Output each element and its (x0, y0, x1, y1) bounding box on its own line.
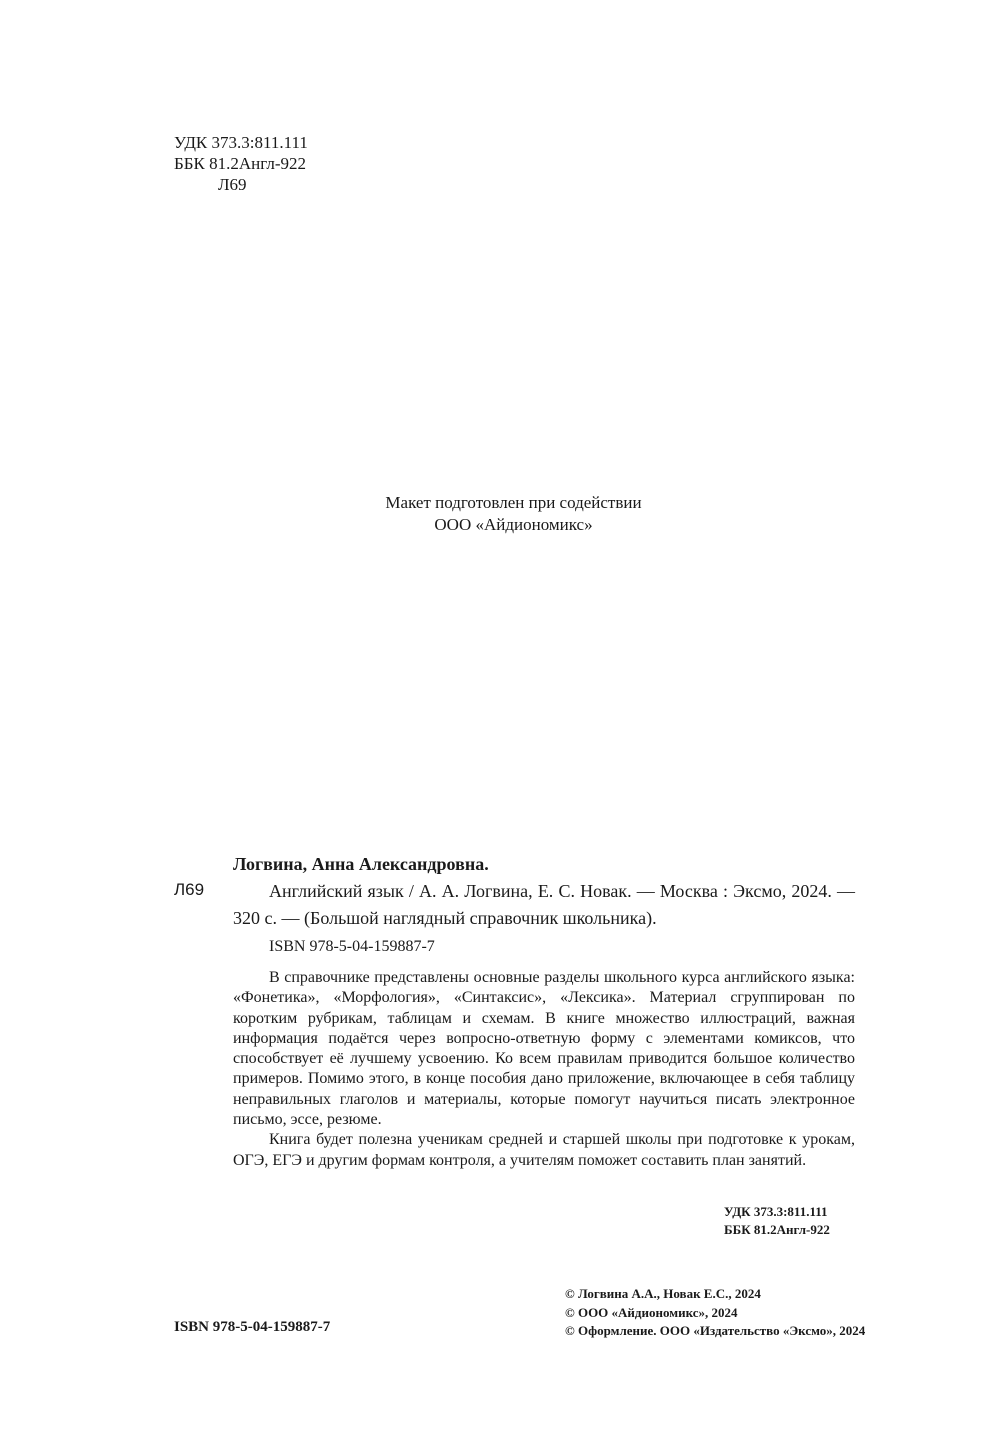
copyright-line: © Логвина А.А., Новак Е.С., 2024 (565, 1286, 761, 1301)
bibliographic-citation: Английский язык / А. А. Логвина, Е. С. Новак. — Москва : Эксмо, 2024. — 320 с. — (Большой наглядный справочник школьника). (233, 881, 855, 928)
credit-line-1: Макет подготовлен при содействии (385, 493, 642, 512)
credit-line-2: ООО «Айдиономикс» (434, 515, 593, 534)
layout-credit (300, 492, 727, 536)
isbn-bottom: ISBN 978-5-04-159887-7 (174, 1319, 331, 1335)
annotation-paragraph-1: В справочнике представлены основные разделы школьного курса английского языка: «Фонетика», «Морфология», «Синтаксис», «Лексика». Материал сгруппирован по коротким рубрикам, таблицам и схемам. В книге множество иллюстраций, важная информация подаётся через вопросно-ответную форму с элементами комиксов, что способствует её лучшему усвоению. Ко всем правилам приводится большое количество примеров. Помимо этого, в конце пособия дано приложение, включающее в себя таблицу неправильных глаголов и материалы, которые помогут научиться писать электронное письмо, эссе, резюме. (233, 969, 855, 1129)
bottom-udk-code: УДК 373.3:811.111 (724, 1204, 828, 1219)
annotation (233, 968, 855, 1171)
annotation-paragraph-2: Книга будет полезна ученикам средней и старшей школы при подготовке к урокам, ОГЭ, ЕГЭ и другим формам контроля, а учителям поможет составить план занятий. (233, 1131, 855, 1169)
udk-code: УДК 373.3:811.111 (174, 133, 308, 152)
bbk-code: ББК 81.2Англ-922 (174, 154, 306, 173)
copyright-line: © Оформление. ООО «Издательство «Эксмо», 2024 (565, 1323, 866, 1338)
author-mark: Л69 (218, 175, 247, 194)
isbn-line: ISBN 978-5-04-159887-7 (269, 938, 435, 955)
copyright-block (565, 1285, 865, 1341)
bottom-bbk-code: ББК 81.2Англ-922 (724, 1222, 830, 1237)
author-heading: Логвина, Анна Александровна. (233, 854, 489, 874)
copyright-line: © ООО «Айдиономикс», 2024 (565, 1304, 738, 1320)
margin-author-mark: Л69 (174, 880, 205, 899)
bottom-classification (724, 1203, 830, 1239)
top-classification (174, 132, 308, 195)
